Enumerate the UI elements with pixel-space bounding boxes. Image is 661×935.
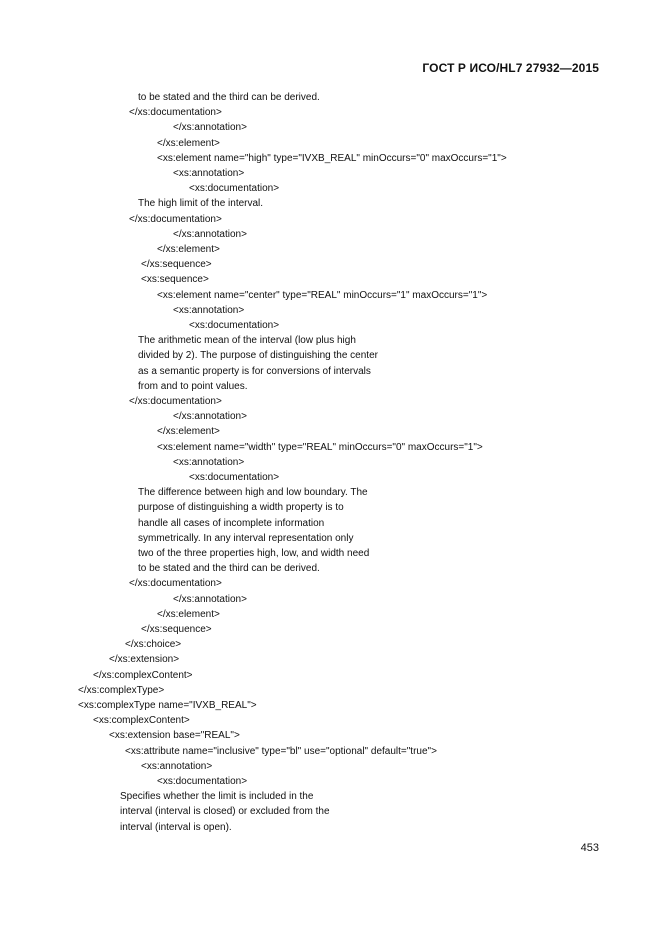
code-line: <xs:element name="high" type="IVXB_REAL" minOccurs="0" maxOccurs="1">	[157, 152, 507, 164]
code-line: The high limit of the interval.	[138, 198, 264, 210]
code-line: </xs:complexType>	[78, 684, 165, 696]
code-line: from and to point values.	[138, 380, 248, 392]
code-line: The arithmetic mean of the interval (low plus high	[138, 335, 356, 347]
code-line: </xs:annotation>	[173, 122, 247, 134]
code-line: as a semantic property is for conversions of intervals	[138, 365, 371, 377]
code-line: </xs:extension>	[109, 654, 180, 666]
code-line: <xs:extension base="REAL">	[109, 730, 240, 742]
code-line: interval (interval is closed) or excluded from the	[120, 806, 330, 818]
code-line: <xs:documentation>	[189, 183, 280, 195]
code-line: </xs:sequence>	[141, 624, 212, 635]
code-line: </xs:sequence>	[141, 259, 212, 271]
code-line: divided by 2). The purpose of distinguishing the center	[138, 350, 378, 362]
code-line: to be stated and the third can be derived.	[138, 563, 320, 575]
code-line: <xs:complexContent>	[93, 715, 190, 727]
code-line: The difference between high and low boundary. The	[138, 487, 368, 499]
code-line: </xs:annotation>	[173, 228, 247, 240]
code-line: </xs:annotation>	[173, 593, 247, 605]
code-line: </xs:element>	[157, 244, 220, 255]
code-line: to be stated and the third can be derived.	[138, 92, 320, 103]
code-line: <xs:sequence>	[141, 274, 209, 286]
code-line: </xs:documentation>	[129, 396, 222, 407]
code-line: </xs:element>	[157, 137, 220, 149]
code-line: </xs:complexContent>	[93, 669, 193, 681]
page-number: 453	[580, 842, 599, 854]
code-line: <xs:annotation>	[173, 168, 245, 179]
code-line: <xs:annotation>	[141, 760, 213, 772]
code-line: </xs:documentation>	[129, 578, 222, 590]
code-line: interval (interval is open).	[120, 821, 232, 833]
code-line: </xs:choice>	[125, 639, 182, 651]
code-line: Specifies whether the limit is included in the	[120, 791, 314, 803]
code-line: <xs:attribute name="inclusive" type="bl" use="optional" default="true">	[125, 745, 437, 757]
code-line: handle all cases of incomplete information	[138, 517, 325, 529]
code-line: </xs:element>	[157, 608, 220, 620]
code-line: two of the three properties high, low, and width need	[138, 548, 370, 559]
code-line: <xs:documentation>	[157, 776, 248, 787]
code-line: symmetrically. In any interval representation only	[138, 532, 354, 544]
code-line: <xs:documentation>	[189, 320, 280, 331]
code-line: <xs:annotation>	[173, 456, 245, 468]
code-line: <xs:element name="center" type="REAL" minOccurs="1" maxOccurs="1">	[157, 289, 488, 301]
code-line: <xs:annotation>	[173, 304, 245, 316]
document-header: ГОСТ Р ИСО/HL7 27932—2015	[422, 61, 599, 75]
code-line: </xs:annotation>	[173, 411, 247, 423]
code-line: <xs:complexType name="IVXB_REAL">	[78, 700, 257, 711]
code-line: purpose of distinguishing a width property is to	[138, 502, 344, 514]
code-line: <xs:documentation>	[189, 472, 280, 483]
code-line: </xs:documentation>	[129, 107, 222, 119]
code-line: </xs:documentation>	[129, 213, 222, 225]
code-line: </xs:element>	[157, 426, 220, 438]
code-line: <xs:element name="width" type="REAL" minOccurs="0" maxOccurs="1">	[157, 441, 483, 453]
